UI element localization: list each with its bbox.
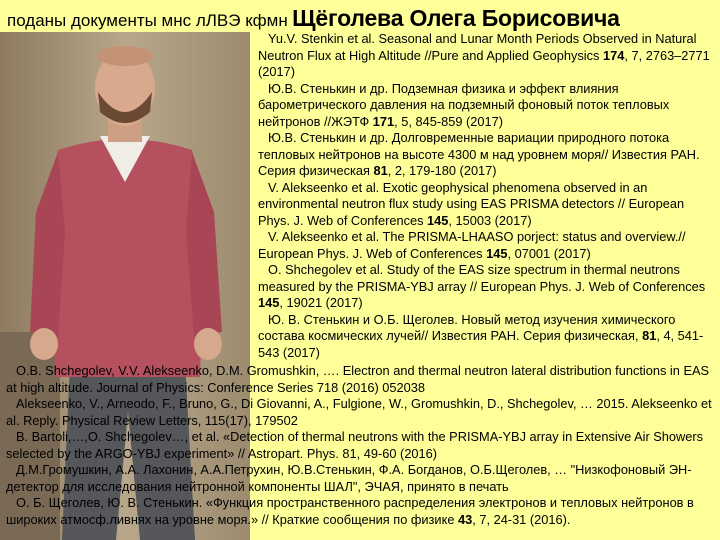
reference-item: V. Alekseenko et al. The PRISMA-LHAASO porject: status and overview.// European Phys. J. Web of Conferences 145, 07001 (2017) <box>258 229 686 261</box>
references-list-top <box>258 31 716 361</box>
reference-item: Д.М.Громушкин, А.А. Лахонин, А.А.Петрухин, Ю.В.Стенькин, Ф.А. Богданов, О.Б.Щеголев, … "Низкофоновый ЭН-детектор для исследования нейтронной компоненты ШАЛ", ЭЧАЯ, принято в печать <box>6 462 692 494</box>
reference-item: О. Б. Щеголев, Ю. В. Стенькин. «Функция пространственного распределения электронов и тепловых нейтронов в широких атмосф.ливнях на уровне моря.» // Краткие сообщения по физике 43, 7, 24-31 (2016). <box>6 495 694 527</box>
reference-item: O.B. Shchegolev, V.V. Alekseenko, D.M. Gromushkin, …. Electron and thermal neutron lateral distribution functions in EAS at high altitude. Journal of Physics: Conference Series 718 (2016) 052038 <box>6 363 710 395</box>
references-list-bottom <box>6 363 718 528</box>
reference-item: Ю.В. Стенькин и др. Долговременные вариации природного потока тепловых нейтронов на высоте 4300 м над уровнем моря// Известия РАН. Серия физическая 81, 2, 179-180 (2017) <box>258 130 700 178</box>
title-name: Щёголева Олега Борисовича <box>292 5 620 31</box>
reference-item: Ю.В. Стенькин и др. Подземная физика и эффект влияния барометрического давления на подземный фоновый поток тепловых нейтронов //ЖЭТФ 171, 5, 845-859 (2017) <box>258 80 670 129</box>
reference-item: Ю. В. Стенькин и О.Б. Щеголев. Новый метод изучения химического состава космических лучей// Известия РАН. Серия физическая, 81, 4, 541-543 (2017) <box>258 311 704 360</box>
reference-item: O. Shchegolev et al. Study of the EAS size spectrum in thermal neutrons measured by the PRISMA-YBJ array // European Phys. J. Web of Conferences 145, 19021 (2017) <box>258 262 706 310</box>
reference-item: Alekseenko, V., Arneodo, F., Bruno, G., Di Giovanni, A., Fulgione, W., Gromushkin, D., Shchegolev, … 2015. Alekseenko et al. Reply. Physical Review Letters, 115(17), 179502 <box>6 396 712 428</box>
reference-item: Yu.V. Stenkin et al. Seasonal and Lunar Month Periods Observed in Natural Neutron Flux at High Altitude //Pure and Applied Geophysics 174, 7, 2763–2771 (2017) <box>258 31 710 79</box>
reference-item: B. Bartoli,…,O. Shchegolev…, et al. «Detection of thermal neutrons with the PRISMA-YBJ array in Extensive Air Showers selected by the ARGO-YBJ experiment» // Astropart. Phys. 81, 49-60 (2016) <box>6 429 704 461</box>
reference-item: V. Alekseenko et al. Exotic geophysical phenomena observed in an environmental neutron flux study using EAS PRISMA detectors // European Phys. J. Web of Conferences 145, 15003 (2017) <box>258 179 685 228</box>
title-lead: поданы документы мнс лЛВЭ кфмн <box>7 11 288 30</box>
